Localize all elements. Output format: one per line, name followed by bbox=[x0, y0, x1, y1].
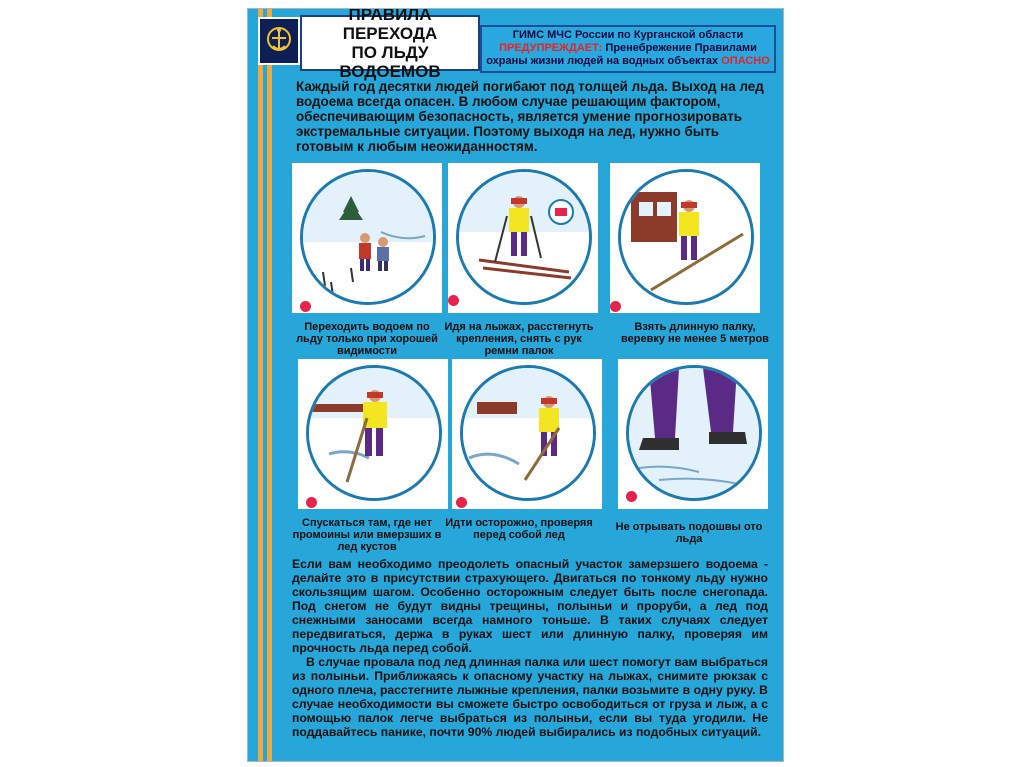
warning-line-2 bbox=[486, 42, 770, 55]
warns-line-3: охраны жизни людей на водных объектах bbox=[486, 55, 719, 67]
body-paragraph-2: В случае провала под лед длинная палка или шест помогут вам выбраться из полыньи. Приближаясь к опасному участку на лыжах, снимите рюкзак с одного плеча, расстегните лыжные крепления, палки возьмите в одну руку. В случае необходимости вы сможете быстро освободиться от груза и лыж, а с помощью палок легче выбраться из полыньи, если вы туда угодили. Не поддавайтесь панике, почти 90% людей выбирались из подобных ситуаций. bbox=[292, 655, 768, 739]
warning-box bbox=[480, 25, 776, 73]
rule-caption-6: Не отрывать подошвы ото льда bbox=[615, 521, 763, 545]
rule-illustration-feet bbox=[618, 359, 768, 509]
rule-illustration-pole bbox=[610, 163, 760, 313]
pole-picture bbox=[618, 169, 754, 305]
bushes-picture bbox=[306, 365, 442, 501]
rule-illustration-bushes bbox=[298, 359, 448, 509]
organization-name: ГИМС МЧС России по Курганской области bbox=[512, 29, 744, 41]
red-dot-marker bbox=[610, 301, 621, 312]
rule-illustration-visibility bbox=[292, 163, 442, 313]
rule-caption-4: Спускаться там, где нет промоины или вмерзших в лед кустов bbox=[292, 517, 442, 553]
red-dot-marker bbox=[456, 497, 467, 508]
intro-text: Каждый год десятки людей погибают под толщей льда. Выход на лед водоема всегда опасен. В любом случае решающим фактором, обеспечивающим безопасность, является умение прогнозировать экстремальные ситуации. Поэтому выходя на лед, нужно быть готовым к любым неожиданностям. bbox=[296, 79, 764, 154]
warns-prefix: ПРЕДУПРЕЖДАЕТ: bbox=[499, 42, 603, 54]
red-dot-marker bbox=[306, 497, 317, 508]
orange-stripe-left bbox=[258, 9, 263, 761]
title-line-2: ПО ЛЬДУ ВОДОЕМОВ bbox=[339, 43, 441, 81]
title-line-1: ПРАВИЛА ПЕРЕХОДА bbox=[342, 8, 438, 43]
feet-on-ice-picture bbox=[626, 365, 762, 501]
poster bbox=[247, 8, 784, 762]
rule-caption-2: Идя на лыжах, расстегнуть крепления, снять с рук ремни палок bbox=[444, 321, 594, 357]
warning-line-3 bbox=[486, 55, 770, 68]
gims-emblem-icon bbox=[258, 17, 300, 65]
red-dot-marker bbox=[626, 491, 637, 502]
red-dot-marker bbox=[300, 301, 311, 312]
rule-illustration-checking bbox=[452, 359, 602, 509]
rule-caption-3: Взять длинную палку, веревку не менее 5 метров bbox=[621, 321, 769, 345]
rule-illustration-skis bbox=[448, 163, 598, 313]
orange-stripe-right bbox=[267, 9, 272, 761]
red-dot-marker bbox=[448, 295, 459, 306]
poster-title bbox=[300, 8, 480, 81]
rule-caption-1: Переходить водоем по льду только при хорошей видимости bbox=[296, 321, 438, 357]
checking-ice-picture bbox=[460, 365, 596, 501]
winter-walk-picture bbox=[300, 169, 436, 305]
skier-picture bbox=[456, 169, 592, 305]
body-paragraph-1: Если вам необходимо преодолеть опасный участок замерзшего водоема - делайте это в присутствии страхующего. Двигаться по тонкому льду нужно скользящим шагом. Особенно осторожным следует быть после снегопада. Под снегом не будут видны трещины, полыньи и проруби, а лед под снежными заносами всегда намного тоньше. В таких случаях следует передвигаться, держа в руках шест или длинную палку, проверяя им прочность льда перед собой. bbox=[292, 557, 768, 655]
danger-label: ОПАСНО bbox=[721, 55, 770, 67]
body-text bbox=[292, 557, 768, 739]
warns-text: Пренебрежение Правилами bbox=[605, 42, 757, 54]
rule-caption-5: Идти осторожно, проверяя перед собой лед bbox=[445, 517, 593, 541]
